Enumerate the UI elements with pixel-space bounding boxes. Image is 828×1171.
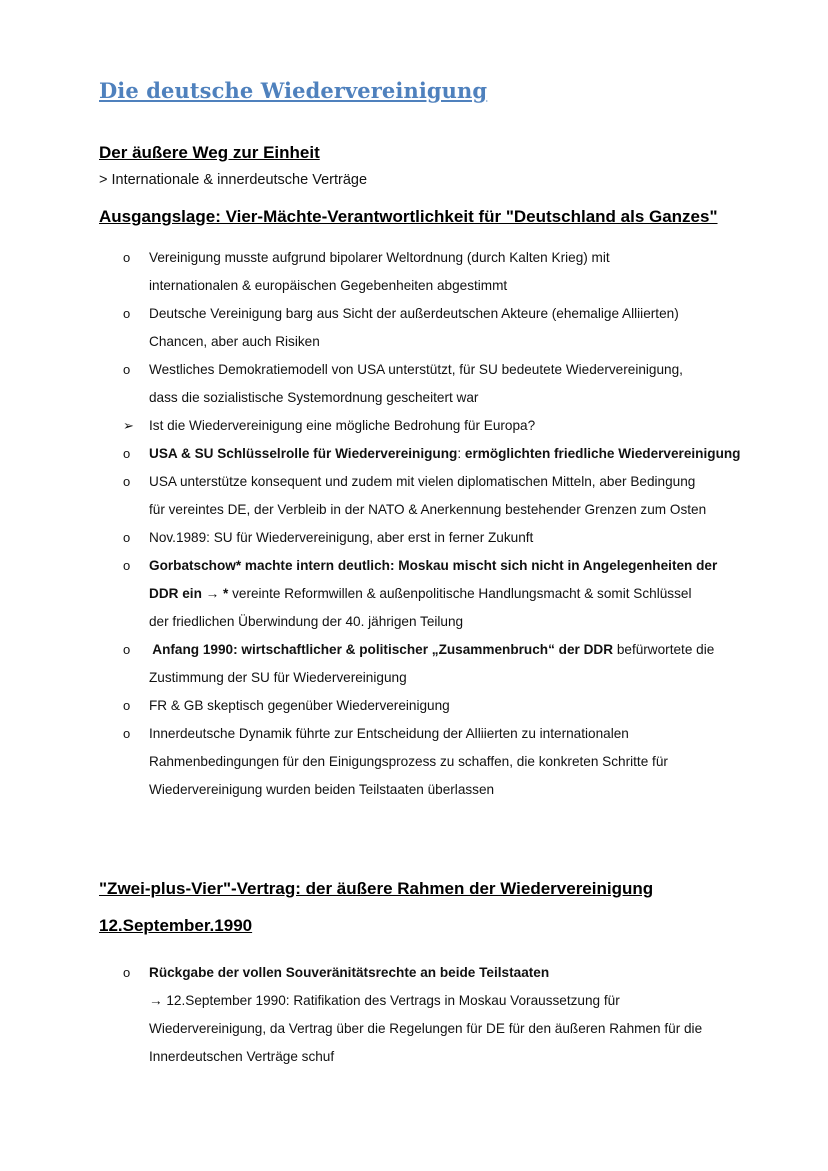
circle-bullet-icon: o — [123, 726, 131, 741]
item-bold-text: Rückgabe der vollen Souveränitätsrechte an beide Teilstaaten — [149, 965, 550, 980]
item-line: internationalen & europäischen Gegebenheiten abgestimmt — [149, 278, 508, 293]
item-line: Innerdeutsche Dynamik führte zur Entscheidung der Alliierten zu internationalen — [149, 726, 629, 741]
item-line: Wiedervereinigung, da Vertrag über die Regelungen für DE für den äußeren Rahmen für die — [149, 1021, 703, 1036]
circle-bullet-icon: o — [123, 474, 131, 489]
circle-bullet-icon: o — [123, 698, 131, 713]
item-line: der friedlichen Überwindung der 40. jährigen Teilung — [149, 614, 464, 629]
circle-bullet-icon: o — [123, 558, 131, 573]
item-line: für vereintes DE, der Verbleib in der NATO & Anerkennung bestehender Grenzen zum Osten — [149, 502, 707, 517]
item-bold-text: USA & SU Schlüsselrolle für Wiedervereinigung — [149, 446, 458, 461]
item-line: FR & GB skeptisch gegenüber Wiedervereinigung — [149, 698, 450, 713]
item-text: : — [457, 446, 465, 461]
item-line: Chancen, aber auch Risiken — [149, 334, 320, 349]
item-bold-text: Gorbatschow* machte intern deutlich: Moskau mischt sich nicht in Angelegenheiten der — [149, 558, 718, 573]
item-text: vereinte Reformwillen & außenpolitische Handlungsmacht & somit Schlüssel — [228, 586, 692, 601]
item-line: Ist die Wiedervereinigung eine mögliche Bedrohung für Europa? — [149, 418, 536, 433]
item-line: Wiedervereinigung wurden beiden Teilstaaten überlassen — [149, 782, 495, 797]
section-heading-aeusserer-weg: Der äußere Weg zur Einheit — [99, 143, 320, 162]
item-bold-text: Anfang 1990: wirtschaftlicher & politischer „Zusammenbruch“ der DDR — [149, 642, 614, 657]
document-title: Die deutsche Wiedervereinigung — [99, 78, 488, 103]
arrow-bullet-icon: ➢ — [123, 418, 134, 433]
item-line: Innerdeutschen Verträge schuf — [149, 1049, 335, 1064]
section-heading-ausgangslage: Ausgangslage: Vier-Mächte-Verantwortlichkeit für "Deutschland als Ganzes" — [99, 207, 718, 226]
section-heading-zwei-plus-vier: "Zwei-plus-Vier"-Vertrag: der äußere Rahmen der Wiedervereinigung — [99, 879, 654, 898]
item-line: USA unterstütze konsequent und zudem mit vielen diplomatischen Mitteln, aber Bedingung — [149, 474, 696, 489]
item-text: befürwortete die — [613, 642, 715, 657]
item-line: Deutsche Vereinigung barg aus Sicht der außerdeutschen Akteure (ehemalige Alliierten) — [149, 306, 679, 321]
circle-bullet-icon: o — [123, 965, 131, 980]
circle-bullet-icon: o — [123, 446, 131, 461]
circle-bullet-icon: o — [123, 306, 131, 321]
circle-bullet-icon: o — [123, 250, 131, 265]
circle-bullet-icon: o — [123, 530, 131, 545]
circle-bullet-icon: o — [123, 362, 131, 377]
item-line: Nov.1989: SU für Wiedervereinigung, aber erst in ferner Zukunft — [149, 530, 534, 545]
section-heading-date: 12.September.1990 — [99, 916, 253, 935]
item-line: → 12.September 1990: Ratifikation des Vertrags in Moskau Voraussetzung für — [149, 993, 620, 1008]
item-bold-text: ermöglichten friedliche Wiedervereinigung — [464, 446, 741, 461]
section-subtitle: > Internationale & innerdeutsche Verträge — [99, 172, 368, 188]
item-line: dass die sozialistische Systemordnung gescheitert war — [149, 390, 479, 405]
item-line: Rahmenbedingungen für den Einigungsprozess zu schaffen, die konkreten Schritte für — [149, 754, 668, 769]
circle-bullet-icon: o — [123, 642, 131, 657]
item-bold-text: DDR ein → * — [149, 586, 229, 601]
item-line: Vereinigung musste aufgrund bipolarer Weltordnung (durch Kalten Krieg) mit — [149, 250, 610, 265]
item-line: Zustimmung der SU für Wiedervereinigung — [149, 670, 407, 685]
item-line: Westliches Demokratiemodell von USA unterstützt, für SU bedeutete Wiedervereinigung, — [149, 362, 683, 377]
